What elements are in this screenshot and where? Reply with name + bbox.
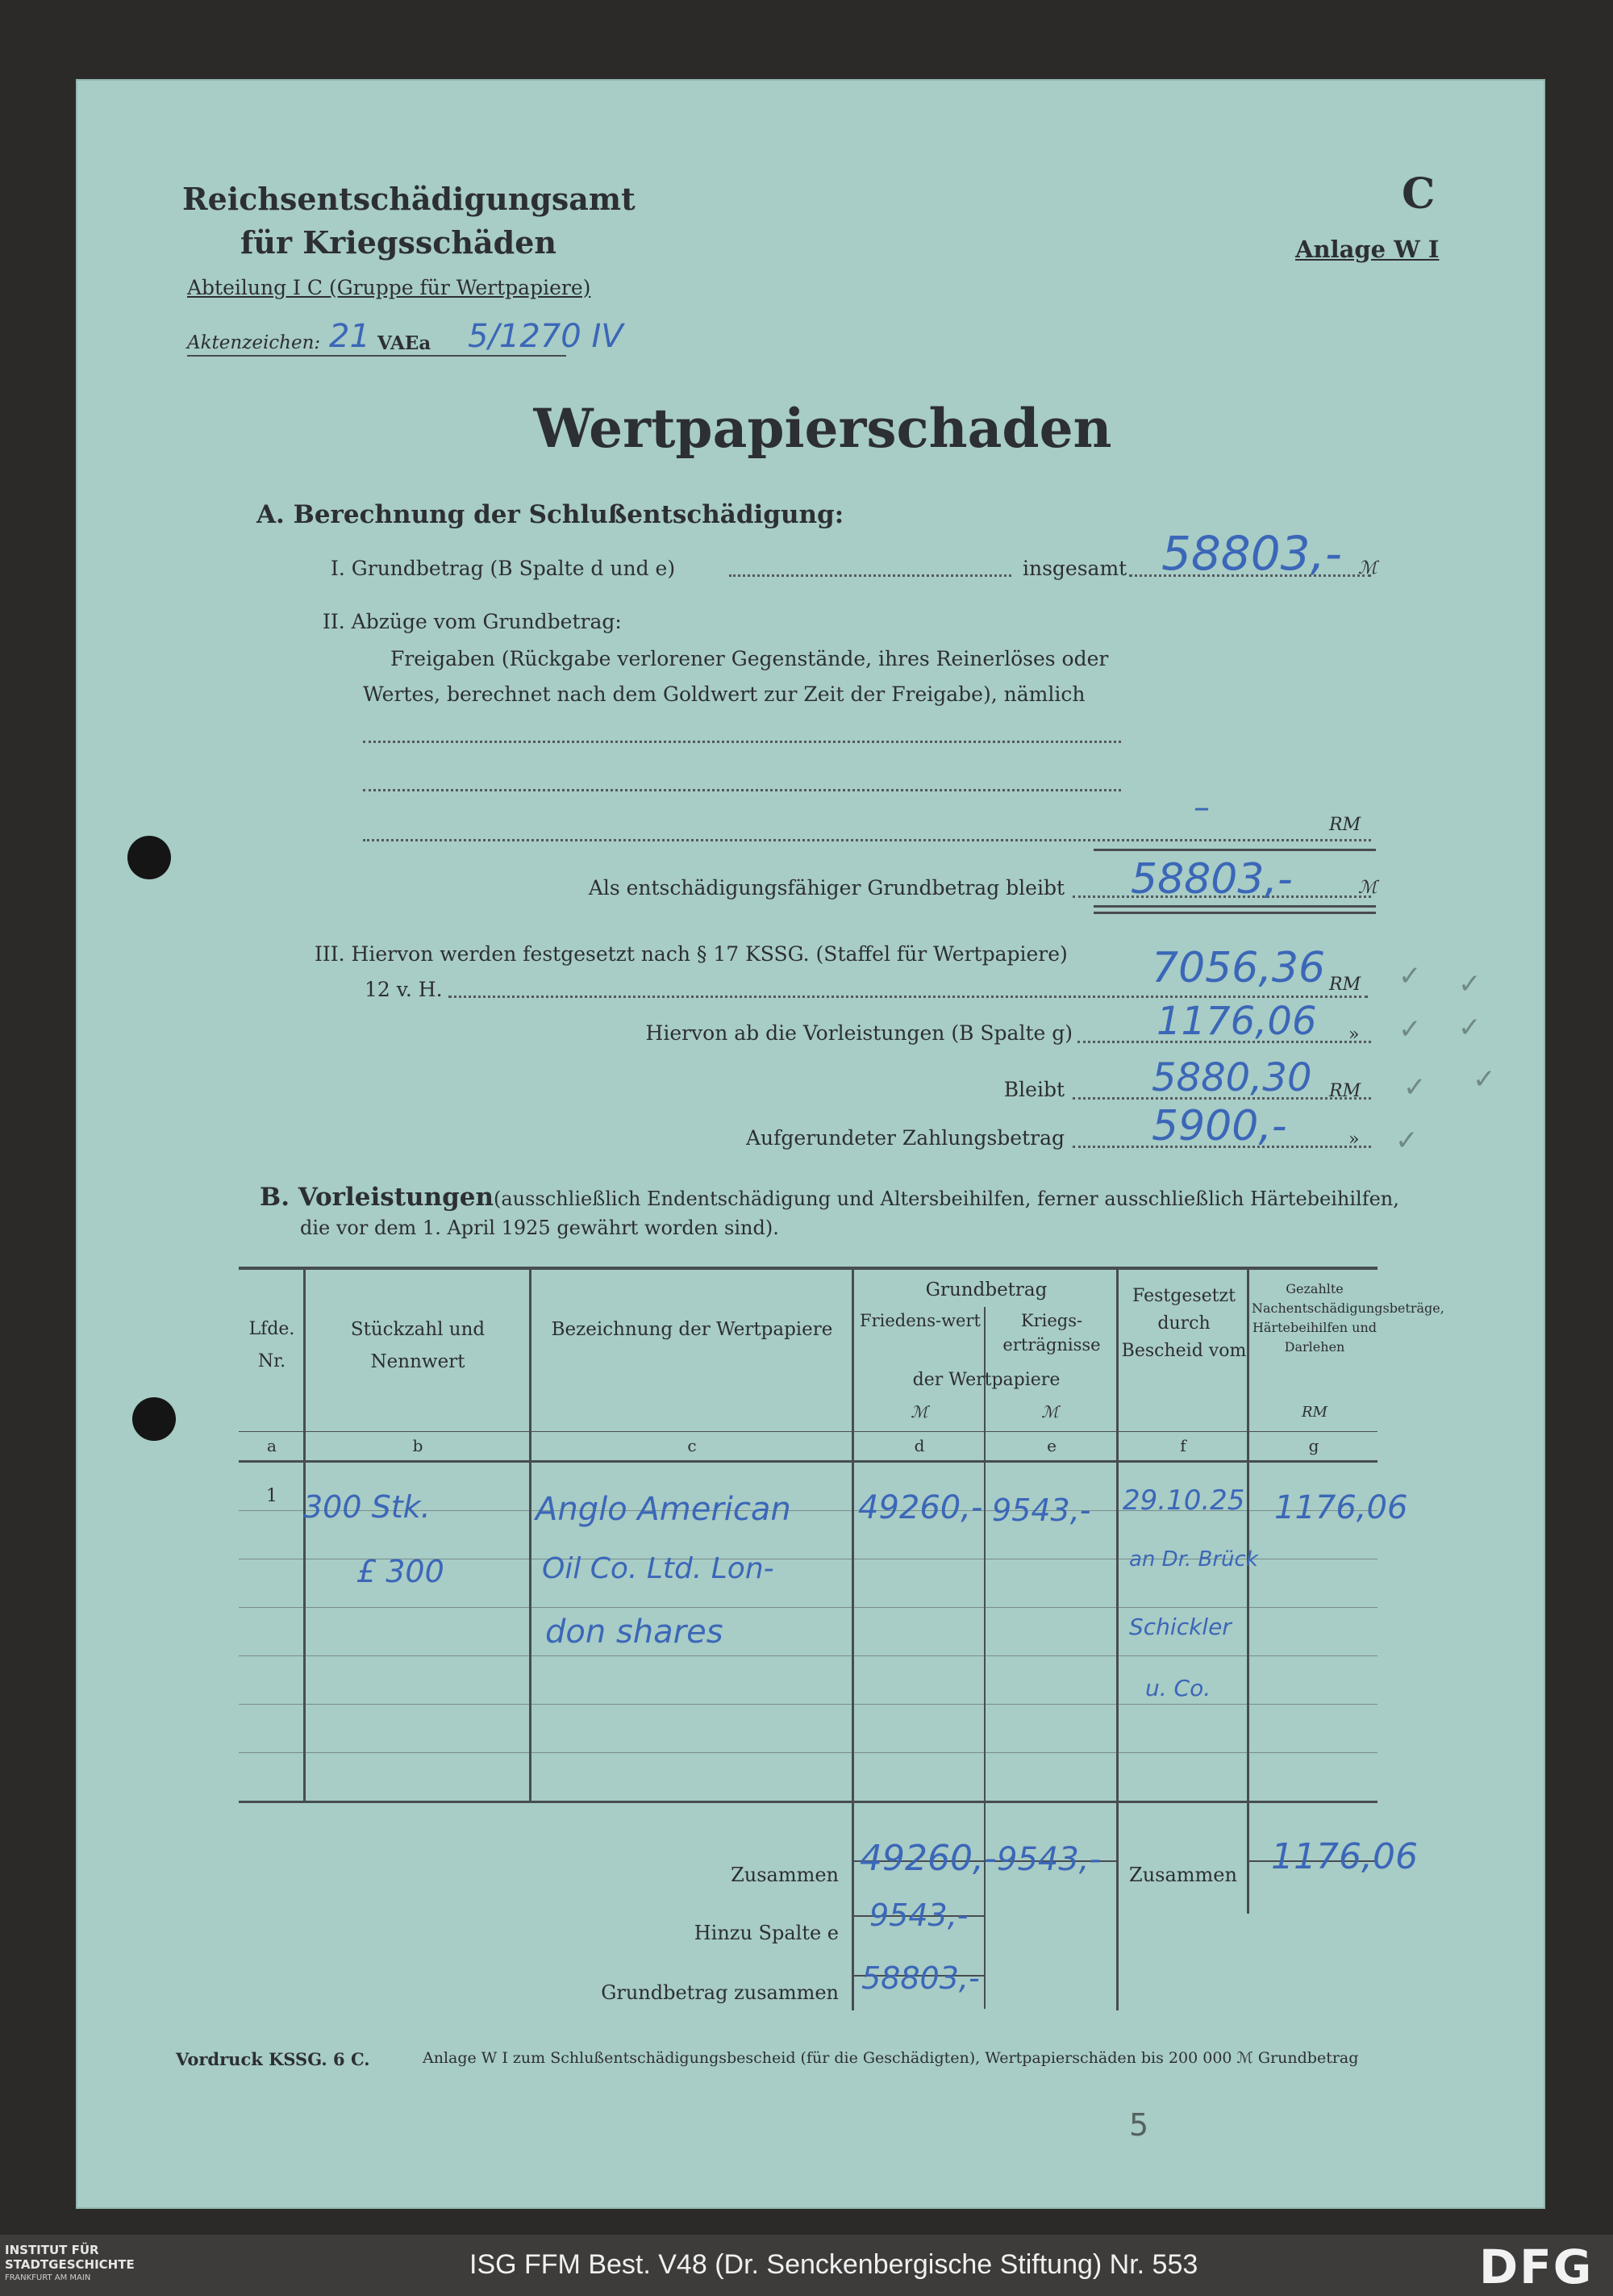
row-name-3: don shares: [545, 1613, 723, 1651]
col-letter-b: b: [412, 1436, 423, 1455]
annex-label: Anlage W I: [1295, 236, 1440, 263]
institute-line-2: STADTGESCHICHTE: [5, 2257, 135, 2272]
assessment-label: III. Hiervon werden festgesetzt nach § 17 KSSG. (Staffel für Wertpapiere): [315, 942, 1068, 966]
file-number-underline: [187, 355, 566, 357]
unit-mark: ℳ: [1358, 558, 1378, 578]
col-header-a: Lfde. Nr.: [248, 1319, 295, 1371]
table-body-bottom-rule: [239, 1801, 1378, 1803]
table-row-line: [239, 1655, 1378, 1656]
row-date: 29.10.25: [1123, 1484, 1245, 1517]
ditto-mark: »: [1348, 1129, 1360, 1150]
prepayments-label: Hiervon ab die Vorleistungen (B Spalte g): [645, 1021, 1073, 1045]
total-value: 58803,-: [861, 1960, 980, 1996]
row-name-2: Oil Co. Ltd. Lon-: [542, 1552, 774, 1585]
sum-label: Zusammen: [731, 1864, 839, 1886]
leader-dots: [448, 996, 1368, 998]
sum-value-e: 9543,-: [997, 1841, 1101, 1878]
office-name: Reichsentschädigungsamt: [182, 181, 636, 217]
row-nominal: £ 300: [356, 1554, 444, 1589]
col-header-e: Kriegs-erträgnisse: [1002, 1311, 1101, 1355]
sum-rule: [1094, 849, 1376, 851]
institute-line-3: FRANKFURT AM MAIN: [5, 2273, 91, 2282]
release-line-1: [363, 741, 1121, 743]
row-value-g: 1176,06: [1274, 1489, 1408, 1526]
unit-mark-rm: RM: [1329, 975, 1361, 995]
document-title: Wertpapierschaden: [533, 397, 1112, 460]
base-amount-total-label: insgesamt: [1023, 557, 1127, 580]
col-header-grundbetrag: Grundbetrag: [925, 1279, 1048, 1300]
section-b-heading: B. Vorleistungen: [260, 1183, 494, 1212]
col-letter-a: a: [267, 1436, 277, 1455]
punch-hole-top: [127, 836, 171, 879]
table-top-rule: [239, 1267, 1378, 1270]
assessment-value: 7056,36: [1152, 944, 1326, 992]
col-unit-g: RM: [1302, 1404, 1327, 1421]
col-header-g: Gezahlte Nachentschädigungsbeträge, Härtebeihilfen und Darlehen: [1252, 1281, 1444, 1355]
col-header-de-sub: der Wertpapiere: [912, 1370, 1061, 1390]
archive-reference: ISG FFM Best. V48 (Dr. Senckenbergische Stiftung) Nr. 553: [469, 2249, 1198, 2280]
base-amount-label: I. Grundbetrag (B Spalte d und e): [331, 557, 676, 580]
add-value: 9543,-: [869, 1897, 969, 1933]
dfg-logo: DFG: [1479, 2240, 1594, 2294]
col-letter-e: e: [1047, 1436, 1057, 1455]
unit-mark: ℳ: [1358, 878, 1378, 898]
institute-line-1: INSTITUT FÜR: [5, 2243, 99, 2257]
unit-mark-rm: RM: [1329, 1081, 1361, 1101]
double-rule-top: [1094, 905, 1376, 908]
add-label: Hinzu Spalte e: [694, 1922, 839, 1944]
sum-value-d: 49260,-: [860, 1838, 997, 1879]
check-mark-icon: ✓: [1473, 1063, 1496, 1096]
file-number-hw-prefix: 21: [329, 318, 370, 355]
row-recipient-3: u. Co.: [1145, 1675, 1211, 1701]
col-header-c: Bezeichnung der Wertpapiere: [551, 1319, 833, 1340]
sum-value-g: 1176,06: [1271, 1836, 1418, 1877]
office-subname: für Kriegsschäden: [240, 224, 557, 261]
table-col-line: [1247, 1268, 1249, 1914]
section-b-text-1: (ausschließlich Endentschädigung und Altersbeihilfen, ferner ausschließlich Härtebeihilfen,: [494, 1188, 1399, 1210]
col-letter-f: f: [1180, 1436, 1186, 1455]
department: Abteilung I C (Gruppe für Wertpapiere): [187, 276, 591, 299]
file-number-hw-suffix: 5/1270 IV: [468, 318, 623, 355]
unit-mark-rm: RM: [1329, 815, 1361, 835]
row-recipient-1: an Dr. Brück: [1129, 1547, 1258, 1572]
col-unit-d: ℳ: [911, 1402, 928, 1421]
remaining-base-value: 58803,-: [1131, 855, 1293, 904]
form-letter: C: [1402, 169, 1436, 219]
deductions-label: II. Abzüge vom Grundbetrag:: [323, 610, 622, 633]
form-description: Anlage W I zum Schlußentschädigungsbescheid (für die Geschädigten), Wertpapierschäden bis 200 000 ℳ Grundbetrag: [423, 2049, 1359, 2067]
table-header-rule: [239, 1460, 1378, 1463]
row-value-e: 9543,-: [992, 1492, 1091, 1528]
check-mark-icon: ✓: [1398, 1013, 1422, 1046]
remainder-label: Bleibt: [1003, 1078, 1065, 1101]
check-mark-icon: ✓: [1395, 1125, 1419, 1157]
table-row-line: [239, 1607, 1378, 1608]
file-number-printed: VAEa: [377, 332, 431, 354]
assessment-rate: 12 v. H.: [365, 978, 443, 1001]
prepayments-value: 1176,06: [1157, 999, 1317, 1044]
file-number-label: Aktenzeichen:: [187, 332, 321, 353]
section-a-heading: A. Berechnung der Schlußentschädigung:: [256, 500, 844, 529]
double-rule-bottom: [1094, 912, 1376, 914]
page-mark: 5: [1129, 2107, 1149, 2143]
sum-label-g: Zusammen: [1129, 1864, 1237, 1886]
section-b-text-2: die vor dem 1. April 1925 gewährt worden sind).: [300, 1217, 779, 1239]
table-col-line: [984, 1307, 986, 2009]
table-row-line: [239, 1704, 1378, 1705]
release-line-3: [363, 839, 1371, 841]
archive-footer-bar: [0, 2235, 1613, 2296]
col-letter-d: d: [914, 1436, 925, 1455]
col-header-b: Stückzahl und Nennwert: [350, 1319, 486, 1372]
remaining-base-label: Als entschädigungsfähiger Grundbetrag bleibt: [588, 876, 1065, 900]
check-mark-icon: ✓: [1458, 1012, 1482, 1044]
table-col-line: [852, 1268, 854, 2010]
check-mark-icon: ✓: [1398, 960, 1422, 992]
col-letter-g: g: [1308, 1436, 1319, 1455]
remainder-value: 5880,30: [1152, 1055, 1312, 1100]
row-recipient-2: Schickler: [1129, 1613, 1232, 1640]
col-header-d: Friedens-wert: [860, 1311, 981, 1330]
table-col-line: [303, 1268, 306, 1802]
col-unit-e: ℳ: [1041, 1402, 1059, 1421]
base-amount-value: 58803,-: [1161, 526, 1342, 581]
releases-text-2: Wertes, berechnet nach dem Goldwert zur Zeit der Freigabe), nämlich: [363, 683, 1086, 706]
release-line-2: [363, 789, 1121, 791]
row-number: 1: [266, 1486, 277, 1506]
table-row-line: [239, 1752, 1378, 1753]
table-col-line: [529, 1268, 531, 1802]
row-value-d: 49260,-: [858, 1489, 983, 1526]
payment-value: 5900,-: [1152, 1102, 1287, 1150]
check-mark-icon: ✓: [1403, 1071, 1427, 1104]
col-letter-c: c: [687, 1436, 697, 1455]
total-label: Grundbetrag zusammen: [601, 1981, 839, 2004]
col-header-f: Festgesetzt durch Bescheid vom: [1121, 1286, 1247, 1361]
leader-dots: [729, 574, 1011, 577]
ditto-mark: »: [1348, 1025, 1360, 1045]
row-name-1: Anglo American: [536, 1491, 791, 1528]
row-count: 300 Stk.: [303, 1489, 431, 1525]
deductions-value: –: [1194, 789, 1210, 826]
form-id: Vordruck KSSG. 6 C.: [176, 2049, 370, 2069]
punch-hole-bottom: [132, 1397, 176, 1441]
releases-text-1: Freigaben (Rückgabe verlorener Gegenstände, ihres Reinerlöses oder: [390, 647, 1109, 670]
table-letter-rule: [239, 1431, 1378, 1432]
check-mark-icon: ✓: [1458, 968, 1482, 1000]
payment-label: Aufgerundeter Zahlungsbetrag: [745, 1126, 1065, 1150]
